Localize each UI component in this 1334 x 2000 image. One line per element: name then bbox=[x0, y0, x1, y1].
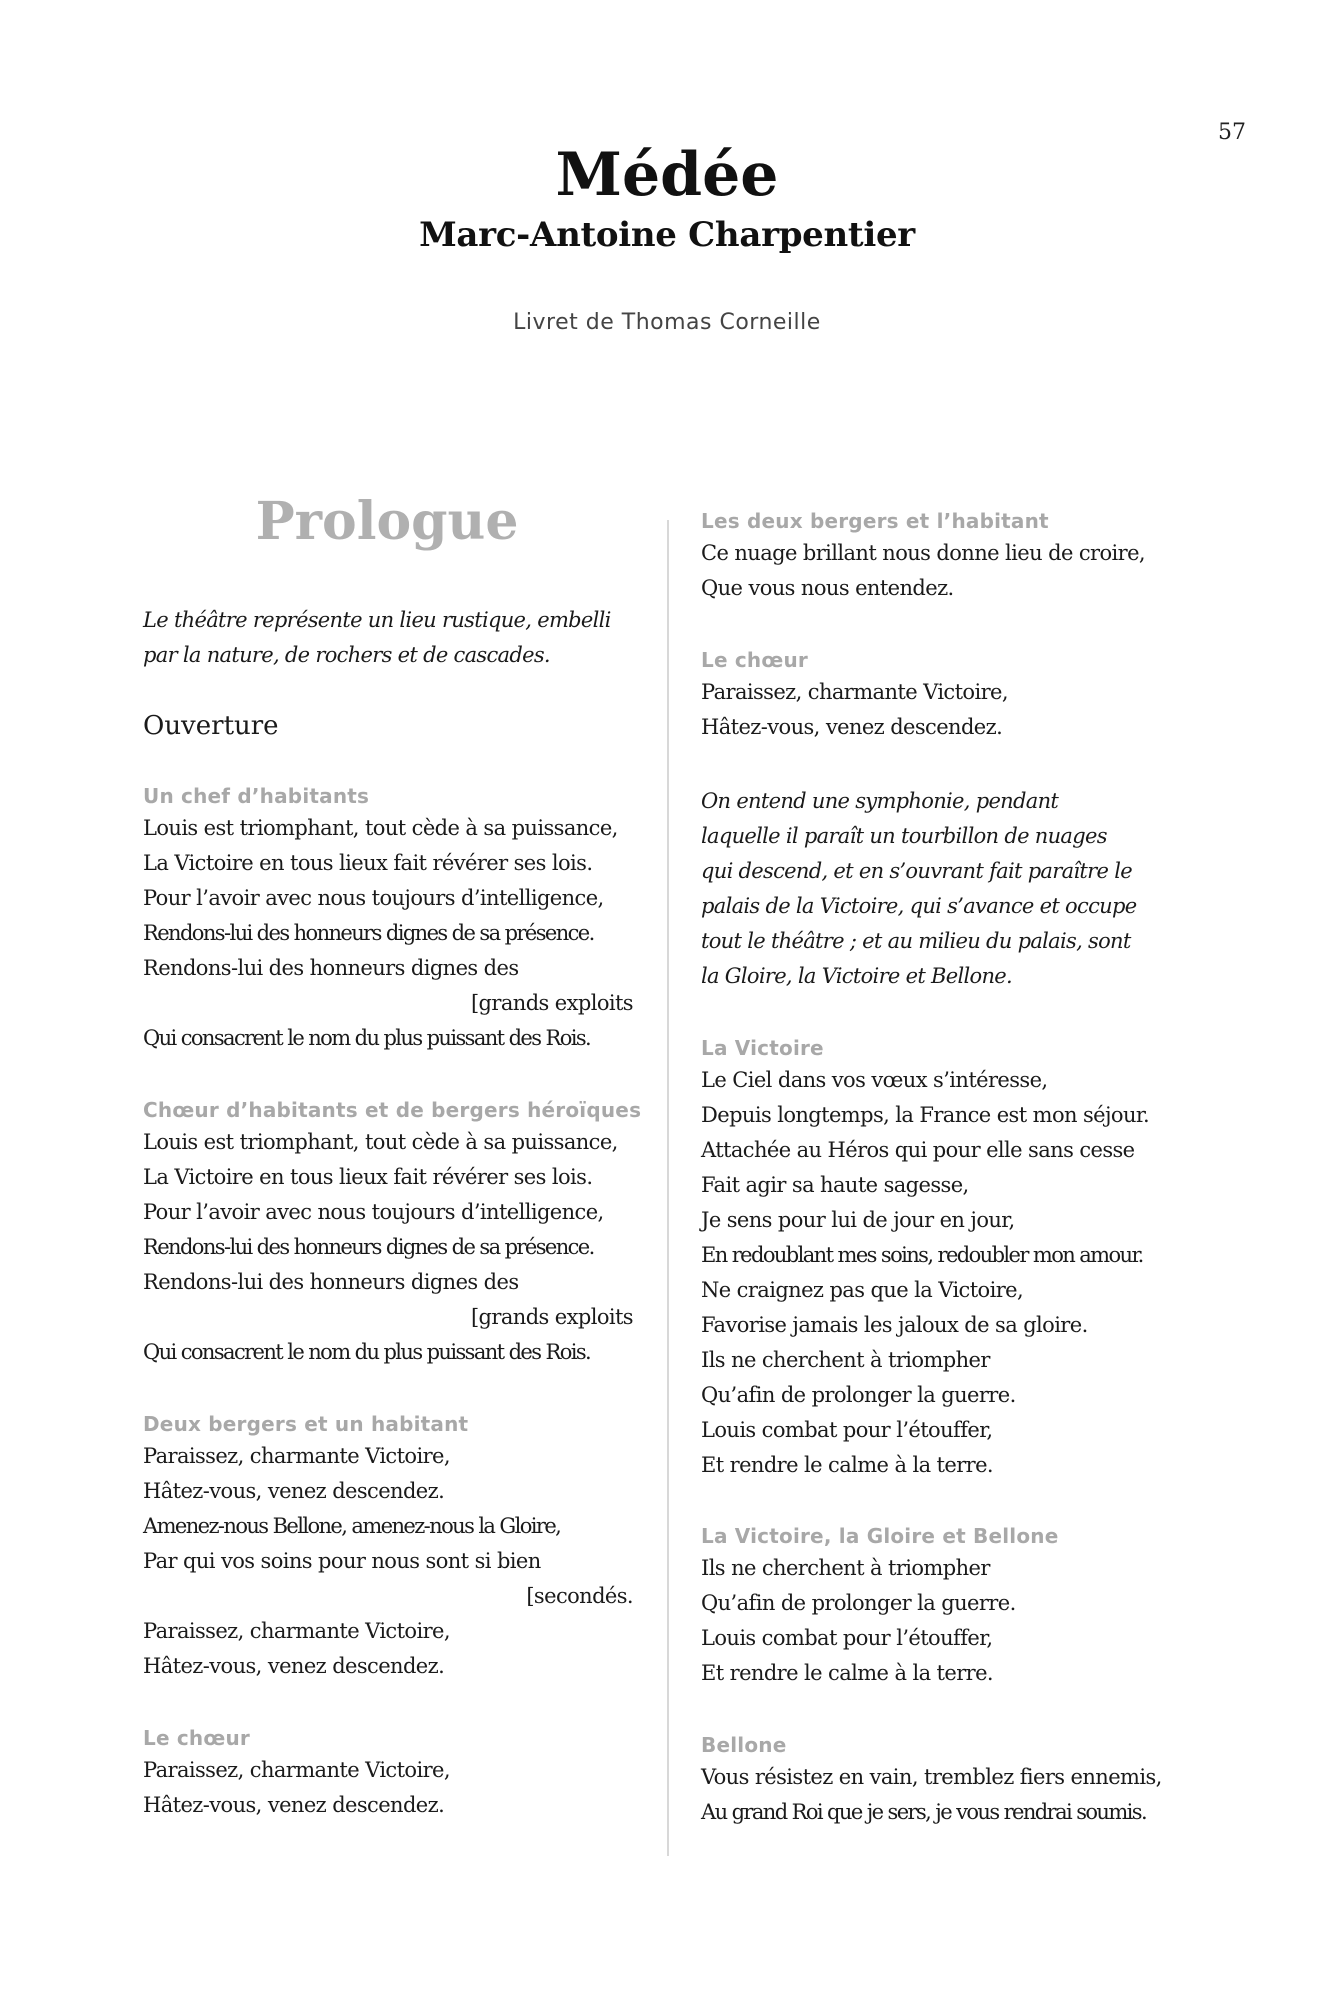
stage-line: la Gloire, la Victoire et Bellone. bbox=[701, 964, 1013, 988]
verse-line: Ils ne cherchent à triompher bbox=[701, 1556, 990, 1580]
verse-line: Favorise jamais les jaloux de sa gloire. bbox=[701, 1313, 1088, 1337]
speaker-label: Le chœur bbox=[143, 1726, 250, 1750]
verse-line: Hâtez-vous, venez descendez. bbox=[701, 715, 1003, 739]
verse-line: Louis combat pour l’étouffer, bbox=[701, 1418, 993, 1442]
verse-line: Qu’afin de prolonger la guerre. bbox=[701, 1591, 1016, 1615]
verse-line: Ne craignez pas que la Victoire, bbox=[701, 1278, 1024, 1302]
speech-block-choeur-habitants bbox=[143, 1095, 641, 1370]
verse-line: Qui consacrent le nom du plus puissant des Rois. bbox=[143, 1026, 591, 1050]
speaker-label: La Victoire bbox=[701, 1036, 824, 1060]
stage-direction-palace bbox=[701, 784, 1136, 994]
speech-block-les-deux-bergers bbox=[701, 506, 1145, 606]
prologue-heading: Prologue bbox=[255, 491, 519, 552]
speech-block-la-victoire bbox=[701, 1033, 1149, 1483]
verse-line: Je sens pour lui de jour en jour, bbox=[701, 1208, 1015, 1232]
verse-line: La Victoire en tous lieux fait révérer ses lois. bbox=[143, 1165, 593, 1189]
verse-line: Louis est triomphant, tout cède à sa puissance, bbox=[143, 1130, 618, 1154]
verse-line: Amenez-nous Bellone, amenez-nous la Gloire, bbox=[143, 1514, 561, 1538]
verse-line: Le Ciel dans vos vœux s’intéresse, bbox=[701, 1068, 1048, 1092]
verse-continuation: [grands exploits bbox=[470, 1305, 633, 1329]
verse-line: Hâtez-vous, venez descendez. bbox=[143, 1793, 445, 1817]
verse-line: Hâtez-vous, venez descendez. bbox=[143, 1654, 445, 1678]
verse-line: Hâtez-vous, venez descendez. bbox=[143, 1479, 445, 1503]
composer-name: Marc-Antoine Charpentier bbox=[419, 215, 915, 255]
verse-line: Rendons-lui des honneurs dignes de sa présence. bbox=[143, 1235, 594, 1259]
verse-line: Que vous nous entendez. bbox=[701, 576, 954, 600]
speaker-label: Chœur d’habitants et de bergers héroïques bbox=[143, 1098, 642, 1122]
column-divider bbox=[667, 520, 669, 1856]
verse-line: Qu’afin de prolonger la guerre. bbox=[701, 1383, 1016, 1407]
verse-line: Pour l’avoir avec nous toujours d’intelligence, bbox=[143, 886, 604, 910]
speech-block-trio bbox=[701, 1521, 1059, 1691]
speech-block-chef bbox=[143, 781, 633, 1056]
verse-line: Fait agir sa haute sagesse, bbox=[701, 1173, 969, 1197]
verse-line: En redoublant mes soins, redoubler mon amour. bbox=[701, 1243, 1143, 1267]
verse-line: Vous résistez en vain, tremblez fiers ennemis, bbox=[701, 1765, 1162, 1789]
stage-line: On entend une symphonie, pendant bbox=[701, 789, 1059, 813]
speaker-label: Les deux bergers et l’habitant bbox=[701, 509, 1049, 533]
speaker-label: Deux bergers et un habitant bbox=[143, 1412, 469, 1436]
verse-continuation: [secondés. bbox=[526, 1584, 633, 1608]
verse-line: Rendons-lui des honneurs dignes des bbox=[143, 956, 519, 980]
verse-line: Paraissez, charmante Victoire, bbox=[143, 1758, 450, 1782]
verse-line: Paraissez, charmante Victoire, bbox=[701, 680, 1008, 704]
verse-line: Paraissez, charmante Victoire, bbox=[143, 1619, 450, 1643]
verse-line: Attachée au Héros qui pour elle sans cesse bbox=[701, 1138, 1135, 1162]
verse-line: La Victoire en tous lieux fait révérer ses lois. bbox=[143, 851, 593, 875]
stage-line: qui descend, et en s’ouvrant fait paraître le bbox=[701, 859, 1132, 883]
verse-line: Ils ne cherchent à triompher bbox=[701, 1348, 990, 1372]
speech-block-choeur bbox=[143, 1723, 450, 1823]
section-title-ouverture: Ouverture bbox=[143, 711, 279, 741]
speech-block-choeur-right bbox=[701, 645, 1008, 745]
verse-line: Paraissez, charmante Victoire, bbox=[143, 1444, 450, 1468]
verse-line: Et rendre le calme à la terre. bbox=[701, 1453, 994, 1477]
librettist-credit: Livret de Thomas Corneille bbox=[513, 310, 821, 335]
speaker-label: Le chœur bbox=[701, 648, 808, 672]
stage-line: Le théâtre représente un lieu rustique, embelli bbox=[143, 608, 611, 632]
speaker-label: Un chef d’habitants bbox=[143, 784, 370, 808]
stage-direction-opening bbox=[143, 603, 611, 673]
speaker-label: La Victoire, la Gloire et Bellone bbox=[701, 1524, 1059, 1548]
page-number: 57 bbox=[1218, 120, 1246, 145]
stage-line: palais de la Victoire, qui s’avance et occupe bbox=[701, 894, 1137, 918]
verse-line: Louis combat pour l’étouffer, bbox=[701, 1626, 993, 1650]
verse-line: Ce nuage brillant nous donne lieu de croire, bbox=[701, 541, 1145, 565]
verse-line: Rendons-lui des honneurs dignes des bbox=[143, 1270, 519, 1294]
speech-block-deux-bergers bbox=[143, 1409, 633, 1684]
verse-line: Et rendre le calme à la terre. bbox=[701, 1661, 994, 1685]
verse-continuation: [grands exploits bbox=[470, 991, 633, 1015]
verse-line: Pour l’avoir avec nous toujours d’intelligence, bbox=[143, 1200, 604, 1224]
verse-line: Louis est triomphant, tout cède à sa puissance, bbox=[143, 816, 618, 840]
speaker-label: Bellone bbox=[701, 1733, 787, 1757]
stage-line: laquelle il paraît un tourbillon de nuages bbox=[701, 824, 1107, 848]
page-header bbox=[0, 138, 1334, 258]
verse-line: Depuis longtemps, la France est mon séjour. bbox=[701, 1103, 1150, 1127]
opera-title: Médée bbox=[555, 140, 779, 210]
stage-line: par la nature, de rochers et de cascades. bbox=[143, 643, 550, 667]
stage-line: tout le théâtre ; et au milieu du palais, sont bbox=[701, 929, 1131, 953]
verse-line: Au grand Roi que je sers, je vous rendrai soumis. bbox=[701, 1800, 1147, 1824]
speech-block-bellone bbox=[701, 1730, 1162, 1830]
verse-line: Rendons-lui des honneurs dignes de sa présence. bbox=[143, 921, 594, 945]
verse-line: Qui consacrent le nom du plus puissant des Rois. bbox=[143, 1340, 591, 1364]
verse-line: Par qui vos soins pour nous sont si bien bbox=[143, 1549, 541, 1573]
